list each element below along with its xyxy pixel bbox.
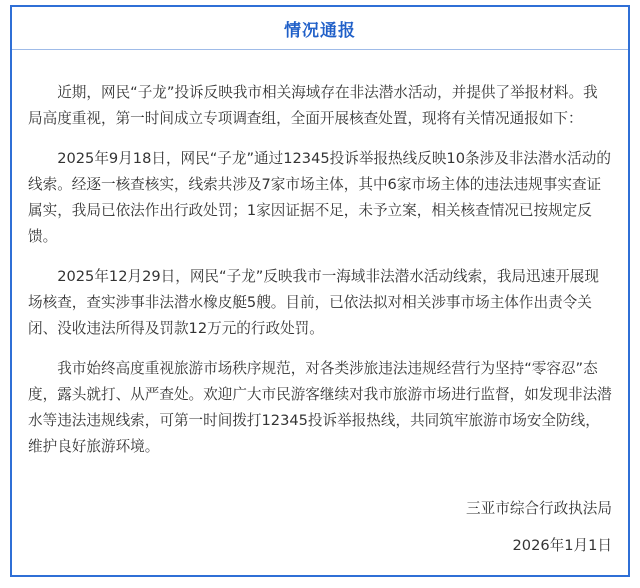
paragraph-case-2: 2025年12月29日，网民“子龙”反映我市一海域非法潜水活动线索，我局迅速开展现场核查，查实涉事非法潜水橡皮艇5艘。目前，已依法拟对相关涉事市场主体作出责令关闭、没收违法所得及罚款12万元的行政处罚。 [28, 268, 599, 337]
title-bar [12, 7, 628, 50]
notice-card [10, 5, 630, 577]
issuer-name: 三亚市综合行政执法局 [466, 500, 612, 517]
notice-title: 情况通报 [284, 20, 356, 41]
paragraph-intro: 近期，网民“子龙”投诉反映我市相关海域存在非法潜水活动，并提供了举报材料。我局高度重视，第一时间成立专项调查组，全面开展核查处置，现将有关情况通报如下： [28, 84, 598, 127]
paragraph-case-1: 2025年9月18日，网民“子龙”通过12345投诉举报热线反映10条涉及非法潜水活动的线索。经逐一核查核实，线索共涉及7家市场主体，其中6家市场主体的违法违规事实查证属实，我局已依法作出行政处罚；1家因证据不足，未予立案，相关核查情况已按规定反馈。 [28, 150, 611, 245]
paragraph-closing: 我市始终高度重视旅游市场秩序规范，对各类涉旅违法违规经营行为坚持“零容忍”态度，露头就打、从严查处。欢迎广大市民游客继续对我市旅游市场进行监督，如发现非法潜水等违法违规线索，可第一时间拨打12345投诉举报热线，共同筑牢旅游市场安全防线，维护良好旅游环境。 [28, 360, 612, 455]
notice-body [12, 50, 628, 460]
issue-date: 2026年1月1日 [512, 537, 612, 554]
